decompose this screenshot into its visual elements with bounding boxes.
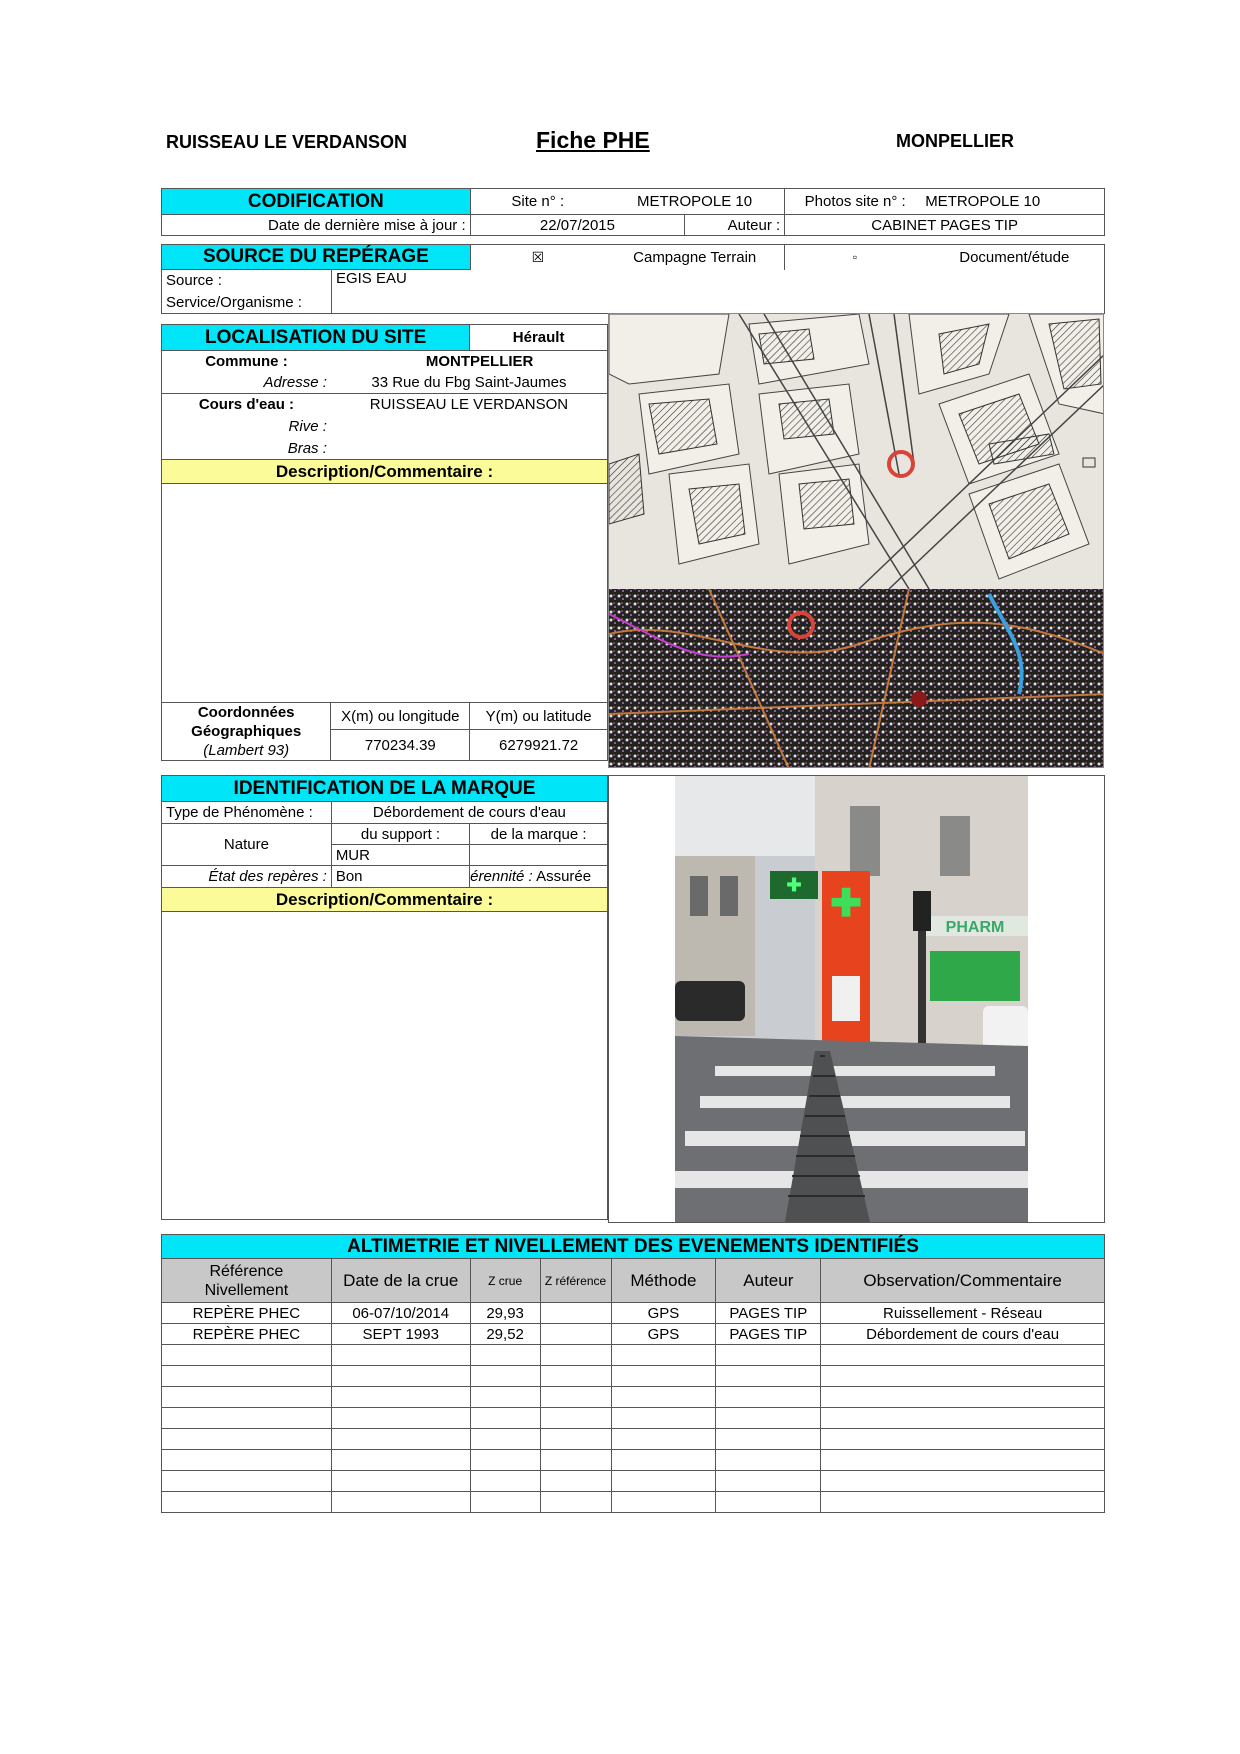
table-cell[interactable] [162, 1366, 332, 1387]
header-left: RUISSEAU LE VERDANSON [166, 132, 408, 152]
table-cell[interactable]: PAGES TIP [716, 1324, 821, 1345]
site-value: METROPOLE 10 [605, 189, 785, 215]
table-cell[interactable] [540, 1303, 611, 1324]
col-date: Date de la crue [331, 1259, 470, 1303]
table-cell[interactable]: REPÈRE PHEC [162, 1303, 332, 1324]
table-cell[interactable]: GPS [611, 1324, 716, 1345]
codification-title: CODIFICATION [162, 189, 471, 215]
table-cell[interactable] [821, 1492, 1105, 1513]
table-cell[interactable] [540, 1345, 611, 1366]
etat-label: État des repères : [162, 866, 332, 888]
campagne-checkbox[interactable]: ☒ [470, 245, 605, 270]
table-row [162, 1303, 1105, 1324]
table-cell[interactable] [821, 1366, 1105, 1387]
table-cell[interactable] [821, 1450, 1105, 1471]
table-cell[interactable] [821, 1429, 1105, 1450]
adresse-value: 33 Rue du Fbg Saint-Jaumes [331, 372, 608, 394]
location-pin-icon [911, 691, 927, 707]
table-cell[interactable] [162, 1345, 332, 1366]
perennite-label: érennité : [470, 868, 533, 885]
type-label: Type de Phénomène : [162, 802, 332, 824]
coord-label: Coordonnées Géographiques (Lambert 93) [162, 703, 331, 761]
document-label: Document/étude [925, 245, 1105, 270]
table-cell[interactable] [611, 1408, 716, 1429]
source-table [161, 244, 1105, 314]
identification-table [161, 775, 608, 1220]
document-checkbox[interactable]: ▫ [785, 245, 925, 270]
table-cell[interactable] [611, 1366, 716, 1387]
table-cell[interactable]: 29,52 [470, 1324, 540, 1345]
identification-desc-title: Description/Commentaire : [162, 888, 608, 912]
table-cell[interactable] [331, 1450, 470, 1471]
table-row [162, 1324, 1105, 1345]
table-cell[interactable] [611, 1471, 716, 1492]
table-cell[interactable] [821, 1387, 1105, 1408]
col-auteur: Auteur [716, 1259, 821, 1303]
table-cell[interactable] [162, 1471, 332, 1492]
table-cell[interactable] [540, 1366, 611, 1387]
table-cell[interactable] [331, 1492, 470, 1513]
auteur-value: CABINET PAGES TIP [785, 215, 1105, 236]
commune-label: Commune : [162, 351, 331, 372]
table-cell[interactable] [470, 1366, 540, 1387]
table-cell[interactable] [331, 1471, 470, 1492]
table-cell[interactable] [331, 1429, 470, 1450]
table-cell[interactable]: Débordement de cours d'eau [821, 1324, 1105, 1345]
table-cell[interactable] [716, 1471, 821, 1492]
codification-table [161, 188, 1105, 236]
localisation-desc-area[interactable] [162, 484, 608, 703]
col-z-reference: Z référence [540, 1259, 611, 1303]
x-value: 770234.39 [331, 730, 470, 761]
table-cell[interactable] [540, 1450, 611, 1471]
x-label: X(m) ou longitude [331, 703, 470, 730]
localisation-desc-title: Description/Commentaire : [162, 460, 608, 484]
table-row [162, 1492, 1105, 1513]
departement: Hérault [470, 325, 608, 351]
table-cell[interactable]: REPÈRE PHEC [162, 1324, 332, 1345]
adresse-label: Adresse : [162, 372, 331, 394]
marque-label: de la marque : [470, 824, 608, 845]
localisation-title: LOCALISATION DU SITE [162, 325, 470, 351]
table-cell[interactable] [716, 1387, 821, 1408]
table-cell[interactable]: PAGES TIP [716, 1303, 821, 1324]
table-cell[interactable] [821, 1345, 1105, 1366]
service-label: Service/Organisme : [162, 292, 332, 314]
col-observation: Observation/Commentaire [821, 1259, 1105, 1303]
table-cell[interactable] [821, 1471, 1105, 1492]
map-panel[interactable] [608, 313, 1104, 768]
site-photo[interactable] [675, 776, 1028, 1222]
page-title: Fiche PHE [536, 127, 650, 153]
table-cell[interactable] [331, 1387, 470, 1408]
table-cell[interactable] [162, 1450, 332, 1471]
localisation-table [161, 324, 608, 761]
table-cell[interactable] [611, 1450, 716, 1471]
etat-value: Bon [331, 866, 469, 888]
perennite-value: Assurée [536, 868, 592, 885]
identification-title: IDENTIFICATION DE LA MARQUE [162, 776, 608, 802]
commune-value: MONTPELLIER [331, 351, 608, 372]
table-cell[interactable]: SEPT 1993 [331, 1324, 470, 1345]
table-cell[interactable] [716, 1450, 821, 1471]
altimetrie-title: ALTIMETRIE ET NIVELLEMENT DES EVENEMENTS IDENTIFIÉS [162, 1235, 1105, 1259]
table-row [162, 1450, 1105, 1471]
date-label: Date de dernière mise à jour : [162, 215, 471, 236]
altimetrie-table [161, 1234, 1105, 1513]
table-cell[interactable] [470, 1387, 540, 1408]
table-cell[interactable] [470, 1492, 540, 1513]
table-cell[interactable] [821, 1408, 1105, 1429]
table-cell[interactable] [470, 1345, 540, 1366]
nature-label: Nature [162, 824, 332, 866]
photos-value: METROPOLE 10 [925, 193, 1041, 210]
table-row [162, 1345, 1105, 1366]
header-right: MONPELLIER [896, 131, 1015, 151]
table-cell[interactable]: Ruissellement - Réseau [821, 1303, 1105, 1324]
table-row [162, 1387, 1105, 1408]
table-cell[interactable] [540, 1429, 611, 1450]
table-cell[interactable] [540, 1408, 611, 1429]
table-cell[interactable] [162, 1408, 332, 1429]
table-cell[interactable] [611, 1387, 716, 1408]
campagne-label: Campagne Terrain [605, 245, 785, 270]
cours-label: Cours d'eau : [162, 394, 331, 416]
table-cell[interactable] [540, 1492, 611, 1513]
table-cell[interactable]: 29,93 [470, 1303, 540, 1324]
type-value: Débordement de cours d'eau [331, 802, 607, 824]
table-row [162, 1408, 1105, 1429]
pharmacy-cross-icon: ✚ [830, 883, 862, 925]
table-cell[interactable] [470, 1429, 540, 1450]
table-cell[interactable] [162, 1387, 332, 1408]
y-value: 6279921.72 [470, 730, 608, 761]
cours-value: RUISSEAU LE VERDANSON [331, 394, 608, 416]
table-cell[interactable] [331, 1366, 470, 1387]
source-label: Source : [162, 270, 332, 292]
table-cell[interactable] [716, 1492, 821, 1513]
col-z-crue: Z crue [470, 1259, 540, 1303]
table-cell[interactable]: 06-07/10/2014 [331, 1303, 470, 1324]
table-cell[interactable] [162, 1429, 332, 1450]
table-row [162, 1429, 1105, 1450]
aerial-map [609, 589, 1104, 768]
table-cell[interactable] [540, 1471, 611, 1492]
y-label: Y(m) ou latitude [470, 703, 608, 730]
table-row [162, 1366, 1105, 1387]
auteur-label: Auteur : [685, 215, 785, 236]
source-value: EGIS EAU [331, 270, 1104, 314]
table-row [162, 1471, 1105, 1492]
bras-label: Bras : [162, 438, 331, 460]
photos-label: Photos site n° : [804, 193, 906, 210]
col-methode: Méthode [611, 1259, 716, 1303]
pharmacy-sign: PHARM [945, 919, 1005, 936]
table-cell[interactable] [716, 1366, 821, 1387]
table-cell[interactable] [716, 1429, 821, 1450]
altimetrie-header-row [162, 1259, 1105, 1303]
table-cell[interactable] [331, 1345, 470, 1366]
support-value: MUR [331, 845, 469, 866]
table-cell[interactable] [162, 1492, 332, 1513]
table-cell[interactable] [611, 1345, 716, 1366]
table-cell[interactable] [716, 1408, 821, 1429]
source-title: SOURCE DU REPÉRAGE [162, 245, 471, 270]
table-cell[interactable] [540, 1324, 611, 1345]
table-cell[interactable] [470, 1408, 540, 1429]
table-cell[interactable] [470, 1471, 540, 1492]
table-cell[interactable] [540, 1387, 611, 1408]
svg-text:✚: ✚ [786, 875, 802, 895]
identification-desc-area[interactable] [162, 912, 608, 1220]
table-cell[interactable] [611, 1492, 716, 1513]
rive-label: Rive : [162, 416, 331, 438]
table-cell[interactable] [470, 1450, 540, 1471]
table-cell[interactable]: GPS [611, 1303, 716, 1324]
site-label: Site n° : [470, 189, 605, 215]
support-label: du support : [331, 824, 469, 845]
table-cell[interactable] [331, 1408, 470, 1429]
table-cell[interactable] [611, 1429, 716, 1450]
table-cell[interactable] [716, 1345, 821, 1366]
date-value: 22/07/2015 [470, 215, 685, 236]
cadastre-map [609, 314, 1104, 768]
col-reference: Référence Nivellement [162, 1259, 332, 1303]
